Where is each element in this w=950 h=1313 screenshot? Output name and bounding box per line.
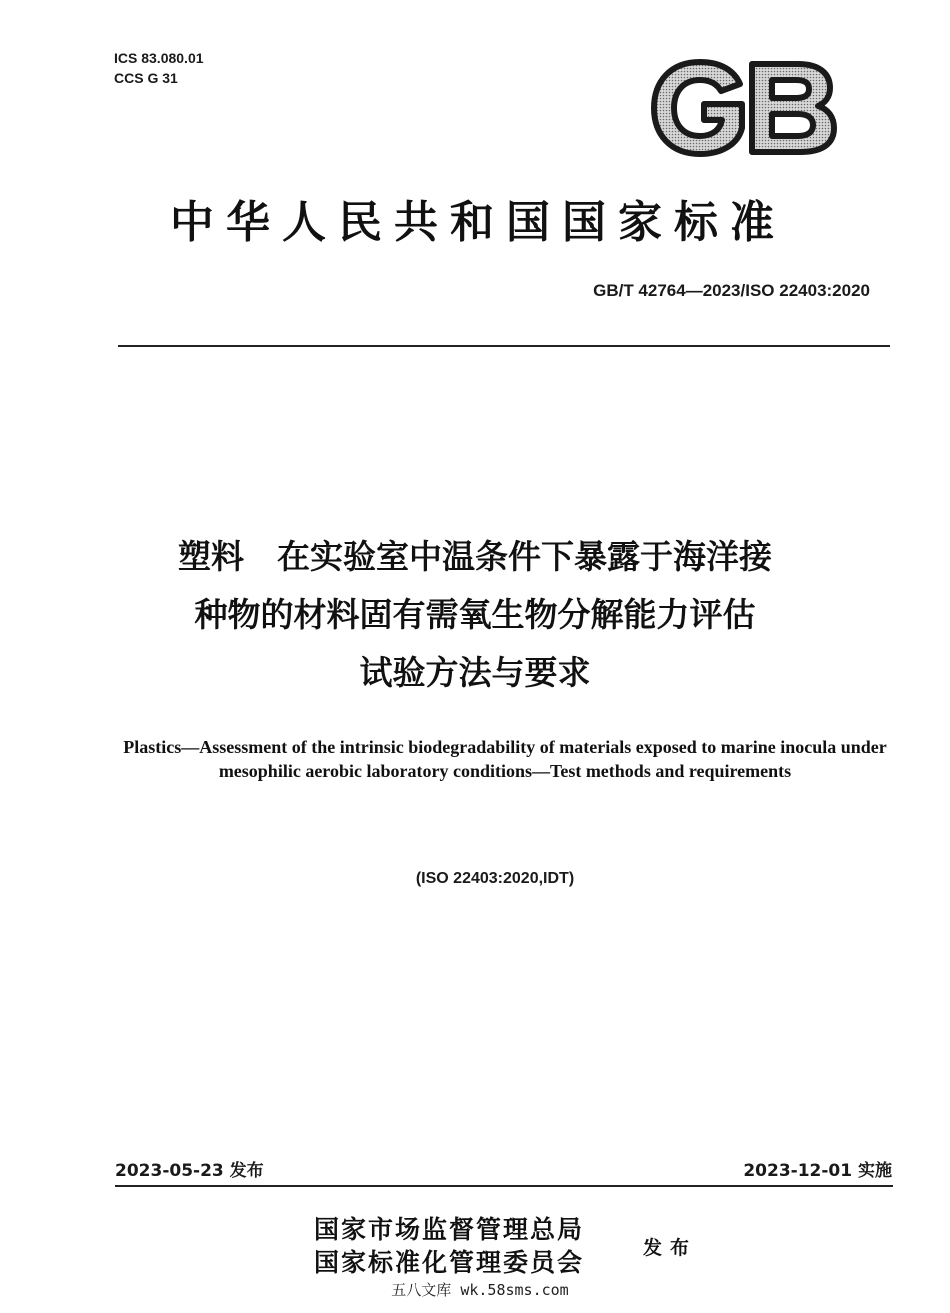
header-divider [118,345,890,347]
document-title-english: Plastics—Assessment of the intrinsic biodegradability of materials exposed to marine inocula under mesophilic aerobic laboratory conditions—Test methods and requirements [123,737,887,781]
ccs-code: CCS G 31 [114,70,178,86]
standard-number: GB/T 42764—2023/ISO 22403:2020 [593,281,870,300]
issuer-sac: 国家标准化管理委员会 [314,1248,585,1277]
implementation-date: 2023-12-01 实施 [743,1161,892,1181]
title-cn-line-3: 试验方法与要求 [359,653,591,692]
classification-codes [114,48,204,88]
footer-divider [115,1185,893,1187]
issued-label: 发布 [643,1237,698,1259]
issuing-authorities [314,1213,584,1279]
issue-date: 2023-05-23 发布 [115,1161,264,1181]
document-title-chinese [60,528,890,702]
watermark: 五八文库 wk.58sms.com [391,1281,569,1299]
national-standard-title: 中华人民共和国国家标准 [170,197,786,248]
gb-standard-logo-icon [650,58,838,158]
title-cn-line-1: 塑料 在实验室中温条件下暴露于海洋接 [178,537,772,576]
ics-code: ICS 83.080.01 [114,50,204,66]
iso-reference: (ISO 22403:2020,IDT) [415,870,575,887]
issuer-samr: 国家市场监督管理总局 [314,1215,585,1244]
logo-text: GB [650,58,652,59]
title-cn-line-2: 种物的材料固有需氧生物分解能力评估 [194,595,756,634]
